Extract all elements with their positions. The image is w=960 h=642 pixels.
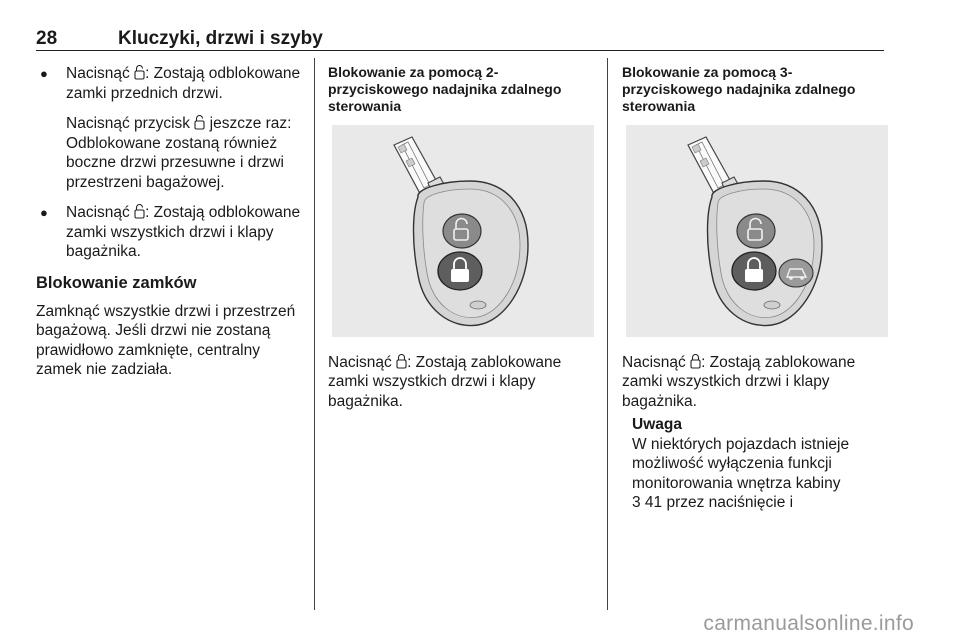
lock-button xyxy=(732,252,776,290)
paragraph: Nacisnąć : Zostają zablokowane zamki wszystkich drzwi i klapy bagażnika. xyxy=(328,353,562,410)
paragraph: Nacisnąć : Zostają zablokowane zamki wszystkich drzwi i klapy bagażnika. xyxy=(622,353,856,410)
note-box xyxy=(622,415,887,513)
section-heading: Blokowanie zamków xyxy=(36,273,197,292)
remote-key-2-button-illustration xyxy=(332,125,594,337)
lock-icon xyxy=(396,354,407,369)
reference-arrow-icon: 3 xyxy=(632,494,641,511)
page-number: 28 xyxy=(36,28,58,49)
subsection-heading: Blokowanie za pomocą 3-przyciskowego nadajnika zdalnego sterowania xyxy=(622,64,856,114)
column-right xyxy=(622,64,887,513)
page-reference[interactable]: 3 41 przez naciśnięcie i xyxy=(632,494,794,511)
unlock-icon xyxy=(134,204,145,219)
column-left xyxy=(36,64,306,380)
unlock-icon xyxy=(134,65,145,80)
note-text: W niektórych pojazdach istnieje możliwość wyłączenia funkcji monitorowania wnętrza kabiny xyxy=(632,435,850,492)
remote-key-3-button-illustration xyxy=(626,125,888,337)
column-divider xyxy=(314,58,315,610)
paragraph: Nacisnąć przycisk jeszcze raz: Odblokowane zostaną również boczne drzwi przesuwne i drzwi przestrzeni bagażowej. xyxy=(66,115,292,191)
watermark: carmanualsonline.info xyxy=(703,612,914,635)
lock-icon xyxy=(690,354,701,369)
subsection-heading: Blokowanie za pomocą 2-przyciskowego nadajnika zdalnego sterowania xyxy=(328,64,562,114)
bullet-item: ● Nacisnąć : Zostają odblokowane zamki przednich drzwi. xyxy=(40,65,301,102)
column-divider xyxy=(607,58,608,610)
page-title: Kluczyki, drzwi i szyby xyxy=(118,28,323,49)
column-middle xyxy=(328,64,598,411)
bullet-dot: ● xyxy=(40,66,48,81)
lock-button xyxy=(438,252,482,290)
tailgate-button xyxy=(779,259,813,287)
note-title: Uwaga xyxy=(632,416,682,433)
page-header xyxy=(36,28,884,51)
unlock-button xyxy=(443,214,481,248)
bullet-dot: ● xyxy=(40,205,48,220)
section-text: Zamknąć wszystkie drzwi i przestrzeń bagażową. Jeśli drzwi nie zostaną prawidłowo zamknięte, centralny zamek nie zadziała. xyxy=(36,302,296,378)
bullet-item: ● Nacisnąć : Zostają odblokowane zamki wszystkich drzwi i klapy bagażnika. xyxy=(40,204,301,260)
unlock-button xyxy=(737,214,775,248)
unlock-icon xyxy=(194,115,205,130)
